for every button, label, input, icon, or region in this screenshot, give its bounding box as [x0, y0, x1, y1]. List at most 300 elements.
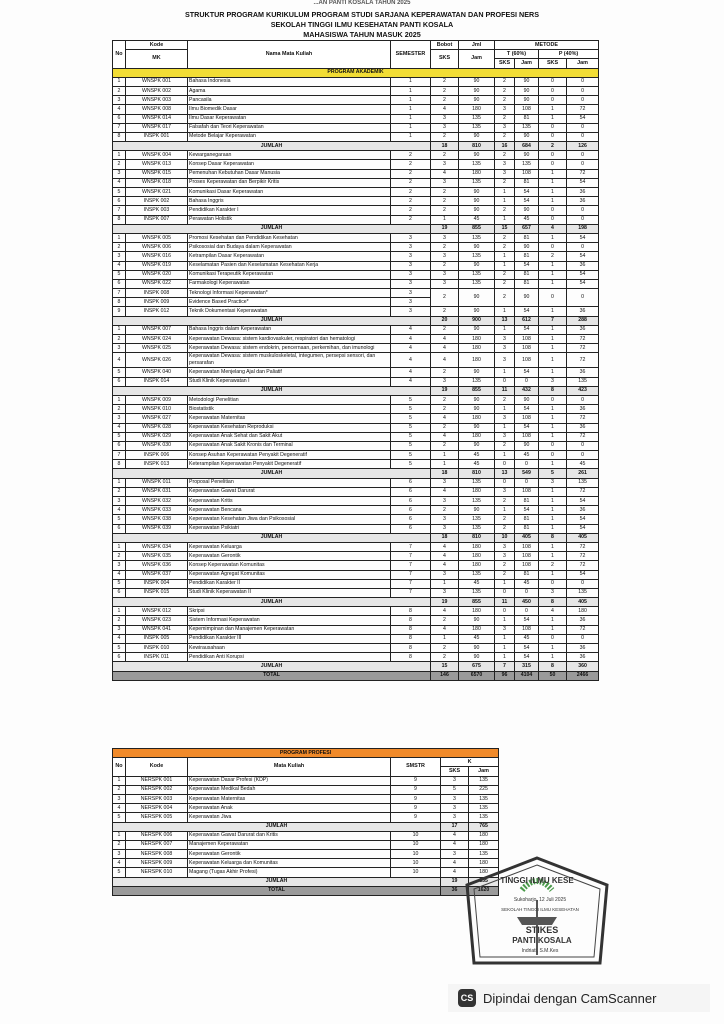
t-sks: 96	[495, 671, 515, 680]
course-code: WNSPK 028	[126, 423, 188, 432]
sks: 20	[431, 316, 459, 325]
course-code: WNSPK 039	[126, 524, 188, 533]
t-sks: 2	[495, 206, 515, 215]
course-name: Bahasa Inggris dalam Keperawatan	[188, 325, 391, 334]
course-code: WNSPK 027	[126, 414, 188, 423]
t-sks: 2	[495, 178, 515, 187]
course-code: NERSPK 009	[126, 859, 188, 868]
jam: 90	[459, 616, 495, 625]
table-row	[113, 377, 599, 386]
p-jam: 54	[567, 233, 599, 242]
p-jam: 135	[567, 377, 599, 386]
course-name: Farmakologi Keperawatan	[188, 279, 391, 288]
subtotal-row	[113, 533, 599, 542]
course-code: INSPK 008	[126, 289, 188, 298]
table-row	[113, 423, 599, 432]
course-code: WNSPK 024	[126, 335, 188, 344]
table-row	[113, 478, 599, 487]
course-code: WNSPK 021	[126, 188, 188, 197]
p-jam: 135	[567, 478, 599, 487]
t-sks: 13	[495, 469, 515, 478]
table-row	[113, 289, 599, 298]
jam: 180	[459, 353, 495, 368]
course-code: WNSPK 030	[126, 441, 188, 450]
col-smstr: SMSTR	[391, 758, 441, 776]
course-name: Keperawatan Dasar Profesi (KDP)	[188, 776, 391, 785]
total-row	[113, 671, 599, 680]
jam: 90	[459, 86, 495, 95]
p-sks: 0	[539, 243, 567, 252]
sks: 4	[441, 868, 469, 877]
t-sks: 3	[495, 105, 515, 114]
semester: 5	[391, 451, 431, 460]
subtotal-label: JUMLAH	[113, 316, 431, 325]
course-code: NERSPK 008	[126, 850, 188, 859]
course-code: WNSPK 005	[126, 233, 188, 242]
course-name: Studi Klinik Keperawatan I	[188, 377, 391, 386]
course-name: Perawatan Holistik	[188, 215, 391, 224]
p-jam: 36	[567, 197, 599, 206]
course-name: Magang (Tugas Akhir Profesi)	[188, 868, 391, 877]
row-no: 2	[113, 785, 126, 794]
jam: 90	[459, 325, 495, 334]
table-row	[113, 785, 499, 794]
jam: 135	[459, 377, 495, 386]
semester: 2	[391, 188, 431, 197]
jam: 855	[469, 877, 499, 886]
sks: 2	[431, 368, 459, 377]
t-sks: 3	[495, 487, 515, 496]
jam: 1620	[469, 886, 499, 895]
jam: 135	[469, 804, 499, 813]
jam: 90	[459, 423, 495, 432]
row-no: 5	[113, 188, 126, 197]
course-name: Pendidikan Karakter II	[188, 579, 391, 588]
row-no: 4	[113, 570, 126, 579]
t-jam: 54	[515, 644, 539, 653]
semester: 6	[391, 506, 431, 515]
course-name: Sistem Informasi Keperawatan	[188, 616, 391, 625]
t-sks: 3	[495, 335, 515, 344]
t-jam: 81	[515, 515, 539, 524]
semester: 2	[391, 169, 431, 178]
jam: 90	[459, 151, 495, 160]
course-name: Keperawatan Jiwa	[188, 813, 391, 822]
table-row	[113, 607, 599, 616]
p-sks: 1	[539, 405, 567, 414]
svg-text:Sukoharjo, 12 Juli 2025: Sukoharjo, 12 Juli 2025	[513, 897, 567, 903]
course-code: WNSPK 016	[126, 252, 188, 261]
jam: 135	[459, 160, 495, 169]
t-jam: 81	[515, 570, 539, 579]
sks: 2	[431, 132, 459, 141]
p-sks: 1	[539, 552, 567, 561]
course-name: Studi Klinik Keperawatan II	[188, 588, 391, 597]
sks: 1	[431, 215, 459, 224]
subtotal-label: JUMLAH	[113, 598, 431, 607]
p-sks: 1	[539, 368, 567, 377]
p-jam: 126	[567, 142, 599, 151]
t-jam: 90	[515, 151, 539, 160]
t-sks: 1	[495, 616, 515, 625]
table-row	[113, 859, 499, 868]
sks: 4	[431, 625, 459, 634]
course-name: Keperawatan Anak Sakit Kronis dan Terminal	[188, 441, 391, 450]
table-row	[113, 625, 599, 634]
t-sks: 1	[495, 197, 515, 206]
semester: 3	[391, 298, 431, 307]
course-name: Konsep Keperawatan Komunitas	[188, 561, 391, 570]
semester: 9	[391, 776, 441, 785]
p-jam: 423	[567, 386, 599, 395]
t-jam: 54	[515, 368, 539, 377]
jam: 855	[459, 224, 495, 233]
col-kode: Kode	[126, 758, 188, 776]
svg-text:PANTI KOSALA: PANTI KOSALA	[512, 936, 572, 945]
t-jam: 54	[515, 197, 539, 206]
col-kode: Kode	[126, 41, 188, 50]
t-jam: 54	[515, 506, 539, 515]
jam: 6570	[459, 671, 495, 680]
p-sks: 1	[539, 644, 567, 653]
jam: 45	[459, 460, 495, 469]
jam: 90	[459, 96, 495, 105]
table-row	[113, 506, 599, 515]
subtotal-row	[113, 142, 599, 151]
row-no: 6	[113, 653, 126, 662]
course-name: Bahasa Indonesia	[188, 77, 391, 86]
t-sks: 1	[495, 634, 515, 643]
row-no: 8	[113, 460, 126, 469]
row-no: 2	[113, 616, 126, 625]
table-row	[113, 307, 599, 316]
t-sks: 1	[495, 215, 515, 224]
course-name: Proposal Penelitian	[188, 478, 391, 487]
course-name: Keperawatan Gawat Darurat dan Kritis	[188, 831, 391, 840]
t-sks: 13	[495, 316, 515, 325]
jam: 180	[459, 344, 495, 353]
row-no: 4	[113, 353, 126, 368]
t-sks: 1	[495, 506, 515, 515]
p-jam: 180	[567, 607, 599, 616]
sks: 3	[441, 776, 469, 785]
sks: 4	[431, 487, 459, 496]
svg-text:SEKOLAH TINGGI ILMU KESEHATAN: SEKOLAH TINGGI ILMU KESEHATAN	[501, 907, 579, 912]
p-sks: 1	[539, 524, 567, 533]
sks: 36	[441, 886, 469, 895]
sks: 3	[441, 804, 469, 813]
p-sks: 0	[539, 579, 567, 588]
semester: 3	[391, 233, 431, 242]
sks: 1	[431, 579, 459, 588]
t-jam: 54	[515, 405, 539, 414]
table-row	[113, 451, 599, 460]
semester: 1	[391, 96, 431, 105]
t-sks: 2	[495, 395, 515, 404]
table-row	[113, 197, 599, 206]
t-sks: 0	[495, 588, 515, 597]
sks: 2	[431, 86, 459, 95]
semester: 8	[391, 634, 431, 643]
sks: 5	[441, 785, 469, 794]
semester: 2	[391, 206, 431, 215]
subtotal-label: JUMLAH	[113, 142, 431, 151]
p-jam: 0	[567, 441, 599, 450]
course-name: Keperawatan Psikiatri	[188, 524, 391, 533]
row-no: 1	[113, 325, 126, 334]
jam: 180	[459, 552, 495, 561]
course-name: Keperawatan Dewasa: sistem endokrin, pencernaan, perkemihan, dan imunologi	[188, 344, 391, 353]
course-name: Promosi Kesehatan dan Pendidikan Kesehatan	[188, 233, 391, 242]
t-sks: 2	[495, 132, 515, 141]
subtotal-label: JUMLAH	[113, 877, 441, 886]
t-sks: 1	[495, 188, 515, 197]
semester: 8	[391, 625, 431, 634]
jam: 135	[459, 588, 495, 597]
row-no: 6	[113, 441, 126, 450]
table-row	[113, 794, 499, 803]
table-row	[113, 579, 599, 588]
t-jam: 90	[515, 395, 539, 404]
sks: 2	[431, 151, 459, 160]
t-sks: 3	[495, 625, 515, 634]
p-sks: 1	[539, 616, 567, 625]
row-no: 3	[113, 344, 126, 353]
course-code: INSPK 012	[126, 307, 188, 316]
t-sks: 3	[495, 432, 515, 441]
t-jam: 108	[515, 344, 539, 353]
table-row	[113, 570, 599, 579]
program-profesi-band: PROGRAM PROFESI	[113, 749, 499, 758]
semester: 6	[391, 515, 431, 524]
course-name: Komunikasi Terapeutik Keperawatan	[188, 270, 391, 279]
course-name: Keperawatan Kritis	[188, 497, 391, 506]
jam: 180	[459, 432, 495, 441]
table-row	[113, 616, 599, 625]
jam: 135	[459, 178, 495, 187]
p-sks: 1	[539, 344, 567, 353]
table-row	[113, 497, 599, 506]
p-sks: 1	[539, 353, 567, 368]
jam: 180	[459, 625, 495, 634]
jam: 180	[469, 831, 499, 840]
semester: 8	[391, 644, 431, 653]
p-jam: 288	[567, 316, 599, 325]
course-name: Evidence Based Practice*	[188, 298, 391, 307]
col-p-jam: Jam	[567, 59, 599, 68]
p-jam: 0	[567, 634, 599, 643]
sks: 2	[431, 616, 459, 625]
course-code: WNSPK 013	[126, 160, 188, 169]
t-jam: 108	[515, 625, 539, 634]
t-jam: 90	[515, 243, 539, 252]
sks: 3	[431, 123, 459, 132]
sks: 19	[431, 386, 459, 395]
jam: 180	[469, 868, 499, 877]
jam: 90	[459, 395, 495, 404]
course-code: INSPK 010	[126, 644, 188, 653]
sks: 3	[431, 160, 459, 169]
p-sks: 0	[539, 77, 567, 86]
course-code: NERSPK 002	[126, 785, 188, 794]
course-name: Psikososial dan Budaya dalam Keperawatan	[188, 243, 391, 252]
table-row	[113, 353, 599, 368]
sks: 19	[431, 598, 459, 607]
col-semester: SEMESTER	[391, 41, 431, 69]
jam: 135	[459, 123, 495, 132]
t-sks: 1	[495, 325, 515, 334]
sks: 4	[431, 561, 459, 570]
p-sks: 50	[539, 671, 567, 680]
p-sks: 1	[539, 307, 567, 316]
t-jam: 81	[515, 114, 539, 123]
semester: 8	[391, 616, 431, 625]
t-jam: 81	[515, 279, 539, 288]
semester: 4	[391, 335, 431, 344]
semester: 2	[391, 151, 431, 160]
row-no: 5	[113, 644, 126, 653]
row-no: 1	[113, 151, 126, 160]
total-label: TOTAL	[113, 671, 431, 680]
table-row	[113, 188, 599, 197]
semester: 7	[391, 542, 431, 551]
semester: 6	[391, 524, 431, 533]
t-jam: 81	[515, 233, 539, 242]
jam: 135	[459, 497, 495, 506]
course-code: WNSPK 012	[126, 607, 188, 616]
svg-text:STIKES: STIKES	[525, 925, 559, 935]
p-jam: 54	[567, 178, 599, 187]
semester: 3	[391, 279, 431, 288]
course-name: Keperawatan Gawat Darurat	[188, 487, 391, 496]
subtotal-label: JUMLAH	[113, 662, 431, 671]
table-row	[113, 634, 599, 643]
t-sks: 2	[495, 570, 515, 579]
subtotal-row	[113, 469, 599, 478]
course-name: Falsafah dan Teori Keperawatan	[188, 123, 391, 132]
p-jam: 72	[567, 487, 599, 496]
p-jam: 0	[567, 215, 599, 224]
camscanner-text: Dipindai dengan CamScanner	[483, 990, 657, 1006]
t-sks: 2	[495, 561, 515, 570]
col-nama: Nama Mata Kuliah	[188, 41, 391, 69]
semester: 1	[391, 132, 431, 141]
sks: 2	[431, 77, 459, 86]
row-no: 4	[113, 804, 126, 813]
t-sks: 10	[495, 533, 515, 542]
course-code: WNSPK 037	[126, 570, 188, 579]
table-row	[113, 151, 599, 160]
p-sks: 0	[539, 451, 567, 460]
p-jam: 36	[567, 261, 599, 270]
t-jam: 657	[515, 224, 539, 233]
course-code: WNSPK 009	[126, 395, 188, 404]
course-code: NERSPK 007	[126, 840, 188, 849]
course-code: WNSPK 026	[126, 353, 188, 368]
t-sks: 1	[495, 653, 515, 662]
sks: 1	[431, 634, 459, 643]
sks: 4	[431, 414, 459, 423]
jam: 90	[459, 506, 495, 515]
p-sks: 1	[539, 570, 567, 579]
semester: 1	[391, 123, 431, 132]
jam: 90	[459, 405, 495, 414]
course-name: Kewirausahaan	[188, 644, 391, 653]
jam: 180	[459, 414, 495, 423]
t-jam: 684	[515, 142, 539, 151]
sks: 2	[431, 644, 459, 653]
semester: 10	[391, 850, 441, 859]
sks: 2	[431, 307, 459, 316]
col-mk: MK	[126, 50, 188, 68]
jam: 180	[459, 335, 495, 344]
course-name: Komunikasi Dasar Keperawatan	[188, 188, 391, 197]
row-no: 6	[113, 197, 126, 206]
p-jam: 36	[567, 616, 599, 625]
row-no: 3	[113, 96, 126, 105]
course-code: INSPK 005	[126, 634, 188, 643]
p-jam: 45	[567, 460, 599, 469]
t-sks: 11	[495, 386, 515, 395]
semester: 2	[391, 215, 431, 224]
semester: 10	[391, 840, 441, 849]
sks: 4	[441, 840, 469, 849]
p-jam: 405	[567, 533, 599, 542]
jam: 810	[459, 533, 495, 542]
course-code: NERSPK 005	[126, 813, 188, 822]
t-jam: 108	[515, 487, 539, 496]
semester: 5	[391, 423, 431, 432]
p-jam: 0	[567, 395, 599, 404]
t-jam: 0	[515, 478, 539, 487]
jam: 810	[459, 469, 495, 478]
institution-name: SEKOLAH TINGGI ILMU KESEHATAN PANTI KOSALA	[270, 20, 454, 29]
course-code: WNSPK 025	[126, 344, 188, 353]
t-sks: 3	[495, 123, 515, 132]
t-sks: 2	[495, 233, 515, 242]
t-jam: 432	[515, 386, 539, 395]
jam: 135	[459, 270, 495, 279]
col-jml: Jml	[459, 41, 495, 50]
table-row	[113, 270, 599, 279]
t-jam: 90	[515, 77, 539, 86]
course-name: Agama	[188, 86, 391, 95]
semester: 4	[391, 325, 431, 334]
semester: 3	[391, 270, 431, 279]
row-no: 4	[113, 634, 126, 643]
table-row	[113, 169, 599, 178]
jam: 90	[459, 644, 495, 653]
p-jam: 36	[567, 423, 599, 432]
semester: 4	[391, 368, 431, 377]
p-sks: 1	[539, 178, 567, 187]
semester: 7	[391, 552, 431, 561]
table-row	[113, 653, 599, 662]
jam: 90	[459, 77, 495, 86]
t-sks: 2	[495, 289, 515, 307]
svg-text:Indriati, S.M.Kes: Indriati, S.M.Kes	[521, 948, 559, 954]
t-sks: 2	[495, 515, 515, 524]
col-no: No	[113, 41, 126, 69]
jam: 765	[469, 822, 499, 831]
sks: 3	[431, 279, 459, 288]
p-sks: 4	[539, 224, 567, 233]
semester: 9	[391, 794, 441, 803]
p-jam: 0	[567, 123, 599, 132]
t-sks: 2	[495, 441, 515, 450]
p-jam: 72	[567, 335, 599, 344]
row-no: 2	[113, 160, 126, 169]
